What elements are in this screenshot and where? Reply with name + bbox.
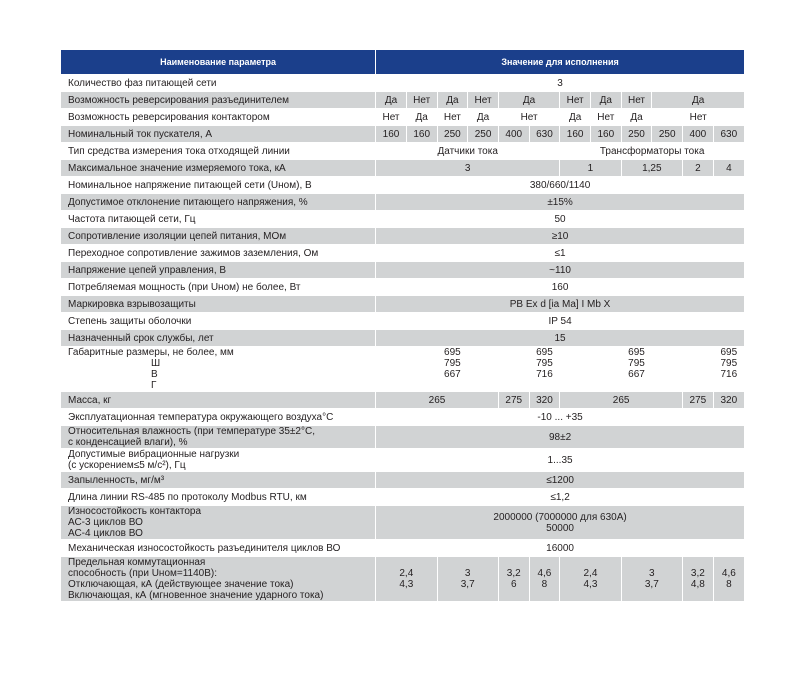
table-row [61,262,745,279]
table-row [61,449,745,472]
dim-d: 716 [720,369,738,380]
switching-break: 3,2 [506,568,521,579]
table-row [61,472,745,489]
switching-make: 3,7 [644,579,659,590]
row-label: Эксплуатационная температура окружающего воздуха°С [61,409,376,426]
table-row [61,313,745,330]
dim-h: 795 [444,358,461,369]
header-value: Значение для исполнения [376,50,744,75]
dim-d: 716 [536,369,553,380]
switching-make: 4,3 [399,579,414,590]
cell: 1 [560,160,621,177]
switching-cell [529,557,560,602]
cell: 4 [713,160,744,177]
row-label: Максимальное значение измеряемого тока, кА [61,160,376,177]
row-value: 160 [376,279,744,296]
table-row [61,228,745,245]
row-value: 380/660/1140 [376,177,744,194]
switching-make: 3,7 [460,579,475,590]
cell: Нет [437,109,468,126]
row-label [61,506,376,540]
dim-w: 695 [628,347,645,358]
cell: Да [590,92,621,109]
row-label: Напряжение цепей управления, В [61,262,376,279]
dimension-cell [713,347,744,392]
switching-break: 3,2 [690,568,705,579]
row-value: IP 54 [376,313,744,330]
cell: 400 [683,126,714,143]
row-label: Возможность реверсирования контактором [61,109,376,126]
row-label: Тип средства измерения тока отходящей линии [61,143,376,160]
wear-label-3: АС-4 циклов ВО [68,528,143,539]
cell: 250 [468,126,499,143]
dim-d: 667 [628,369,645,380]
row-label [61,347,376,392]
cell: 320 [529,392,560,409]
table-row [61,540,745,557]
cell: 400 [498,126,529,143]
row-value: ~110 [376,262,744,279]
humidity-label-2: с конденсацией влаги), % [68,437,188,448]
row-value: ≤1200 [376,472,744,489]
cell: Нет [468,92,499,109]
cell: 160 [590,126,621,143]
cell: Нет [560,92,591,109]
switching-break: 4,6 [721,568,736,579]
wear-value-1: 2000000 (7000000 для 630А) [493,511,627,523]
row-label: Номинальный ток пускателя, А [61,126,376,143]
cell: Нет [590,109,621,126]
cell: 160 [376,126,407,143]
cell: 2 [683,160,714,177]
switching-cell [621,557,682,602]
table-row [61,177,745,194]
switching-cell [560,557,621,602]
dimension-cell [529,347,560,392]
table-row [61,506,745,540]
cell: Датчики тока [376,143,560,160]
cell: Да [560,109,591,126]
cell: Трансформаторы тока [560,143,744,160]
vibration-label-2: (с ускорением≤5 м/с²), Гц [68,460,186,471]
row-label: Потребляемая мощность (при Uном) не более, Вт [61,279,376,296]
humidity-label-1: Относительная влажность (при температуре 35±2°С, [68,426,315,437]
row-value: -10 ... +35 [376,409,744,426]
row-label: Переходное сопротивление зажимов заземления, Ом [61,245,376,262]
row-label: Маркировка взрывозащиты [61,296,376,313]
cell: Да [376,92,407,109]
dimension-cell [376,347,529,392]
cell: 250 [621,126,652,143]
dimension-d-label: Г [151,380,157,391]
table-row [61,194,745,211]
wear-label-1: Износостойкость контактора [68,506,202,517]
cell: Да [652,92,744,109]
vibration-label-1: Допустимые вибрационные нагрузки [68,449,240,460]
cell: Да [498,92,559,109]
table-row [61,347,745,392]
row-value: 1...35 [376,449,744,472]
switching-make: 6 [510,579,517,590]
wear-value-2: 50000 [546,522,574,534]
row-label: Возможность реверсирования разъединителем [61,92,376,109]
switching-break: 4,6 [537,568,552,579]
row-value: 3 [376,75,744,92]
dimension-w-label: Ш [151,358,161,369]
row-label [61,426,376,449]
table-row [61,245,745,262]
table-header [61,50,745,75]
parameters-table [60,50,744,602]
table-row [61,75,745,92]
switching-cell [683,557,714,602]
switching-make: 4,8 [690,579,705,590]
row-value [376,506,744,540]
cell: Да [437,92,468,109]
row-value: ≤1 [376,245,744,262]
cell: 3 [376,160,560,177]
row-label: Номинальное напряжение питающей сети (Uном), В [61,177,376,194]
switching-label-3: Отключающая, кА (действующее значение тока) [68,579,294,590]
switching-make: 8 [541,579,548,590]
cell: 250 [652,126,683,143]
wear-label-2: АС-3 циклов ВО [68,517,143,528]
table-row [61,109,745,126]
cell: 250 [437,126,468,143]
cell: Нет [652,109,744,126]
cell: 160 [560,126,591,143]
row-value: ≥10 [376,228,744,245]
row-label: Количество фаз питающей сети [61,75,376,92]
table-row [61,426,745,449]
switching-break: 2,4 [399,568,414,579]
cell: 275 [683,392,714,409]
cell: 630 [713,126,744,143]
table-row [61,211,745,228]
table-row [61,279,745,296]
cell: Нет [406,92,437,109]
row-label: Сопротивление изоляции цепей питания, МОм [61,228,376,245]
dim-h: 795 [628,358,645,369]
switching-make: 8 [726,579,732,590]
row-label: Назначенный срок службы, лет [61,330,376,347]
dim-w: 695 [444,347,461,358]
cell: 265 [376,392,499,409]
row-value: PB Ex d [ia Ma] I Mb X [376,296,744,313]
row-label: Запыленность, мг/м³ [61,472,376,489]
row-label: Масса, кг [61,392,376,409]
switching-cell [437,557,498,602]
row-value: 16000 [376,540,744,557]
table-row [61,296,745,313]
row-label: Степень защиты оболочки [61,313,376,330]
row-value: ±15% [376,194,744,211]
switching-label-4: Включающая, кА (мгновенное значение ударного тока) [68,590,324,601]
row-label: Механическая износостойкость разъединителя циклов ВО [61,540,376,557]
table-row [61,557,745,602]
cell: Да [621,109,652,126]
cell: Нет [376,109,407,126]
cell: Нет [621,92,652,109]
switching-break: 3 [649,568,655,579]
switching-cell [713,557,744,602]
dim-h: 795 [720,358,738,369]
switching-make: 4,3 [583,579,598,590]
switching-break: 2,4 [583,568,598,579]
table-row [61,392,745,409]
cell: Нет [498,109,559,126]
dimension-h-label: В [151,369,158,380]
cell: 630 [529,126,560,143]
row-label [61,557,376,602]
cell: Да [406,109,437,126]
table-row [61,126,745,143]
row-value: ≤1,2 [376,489,744,506]
cell: 160 [406,126,437,143]
header-param: Наименование параметра [61,50,376,75]
switching-label-2: способность (при Uном=1140В): [68,568,218,579]
row-label: Частота питающей сети, Гц [61,211,376,228]
row-label: Допустимое отклонение питающего напряжения, % [61,194,376,211]
table-row [61,92,745,109]
row-value: 15 [376,330,744,347]
switching-label-1: Предельная коммутационная [68,557,206,568]
dim-w: 695 [720,347,738,358]
row-label: Длина линии RS-485 по протоколу Modbus RTU, км [61,489,376,506]
dim-w: 695 [536,347,553,358]
switching-cell [498,557,529,602]
switching-break: 3 [464,568,471,579]
cell: 1,25 [621,160,682,177]
dimensions-label: Габаритные размеры, не более, мм [68,347,234,358]
table-row [61,143,745,160]
dim-d: 667 [444,369,461,380]
cell: 265 [560,392,683,409]
row-value: 98±2 [376,426,744,449]
row-value: 50 [376,211,744,228]
table-row [61,330,745,347]
cell: 320 [713,392,744,409]
table-row [61,409,745,426]
dimension-cell [560,347,713,392]
table-row [61,489,745,506]
dim-h: 795 [536,358,553,369]
cell: 275 [498,392,529,409]
switching-cell [376,557,437,602]
row-label [61,449,376,472]
cell: Да [468,109,499,126]
table-row [61,160,745,177]
